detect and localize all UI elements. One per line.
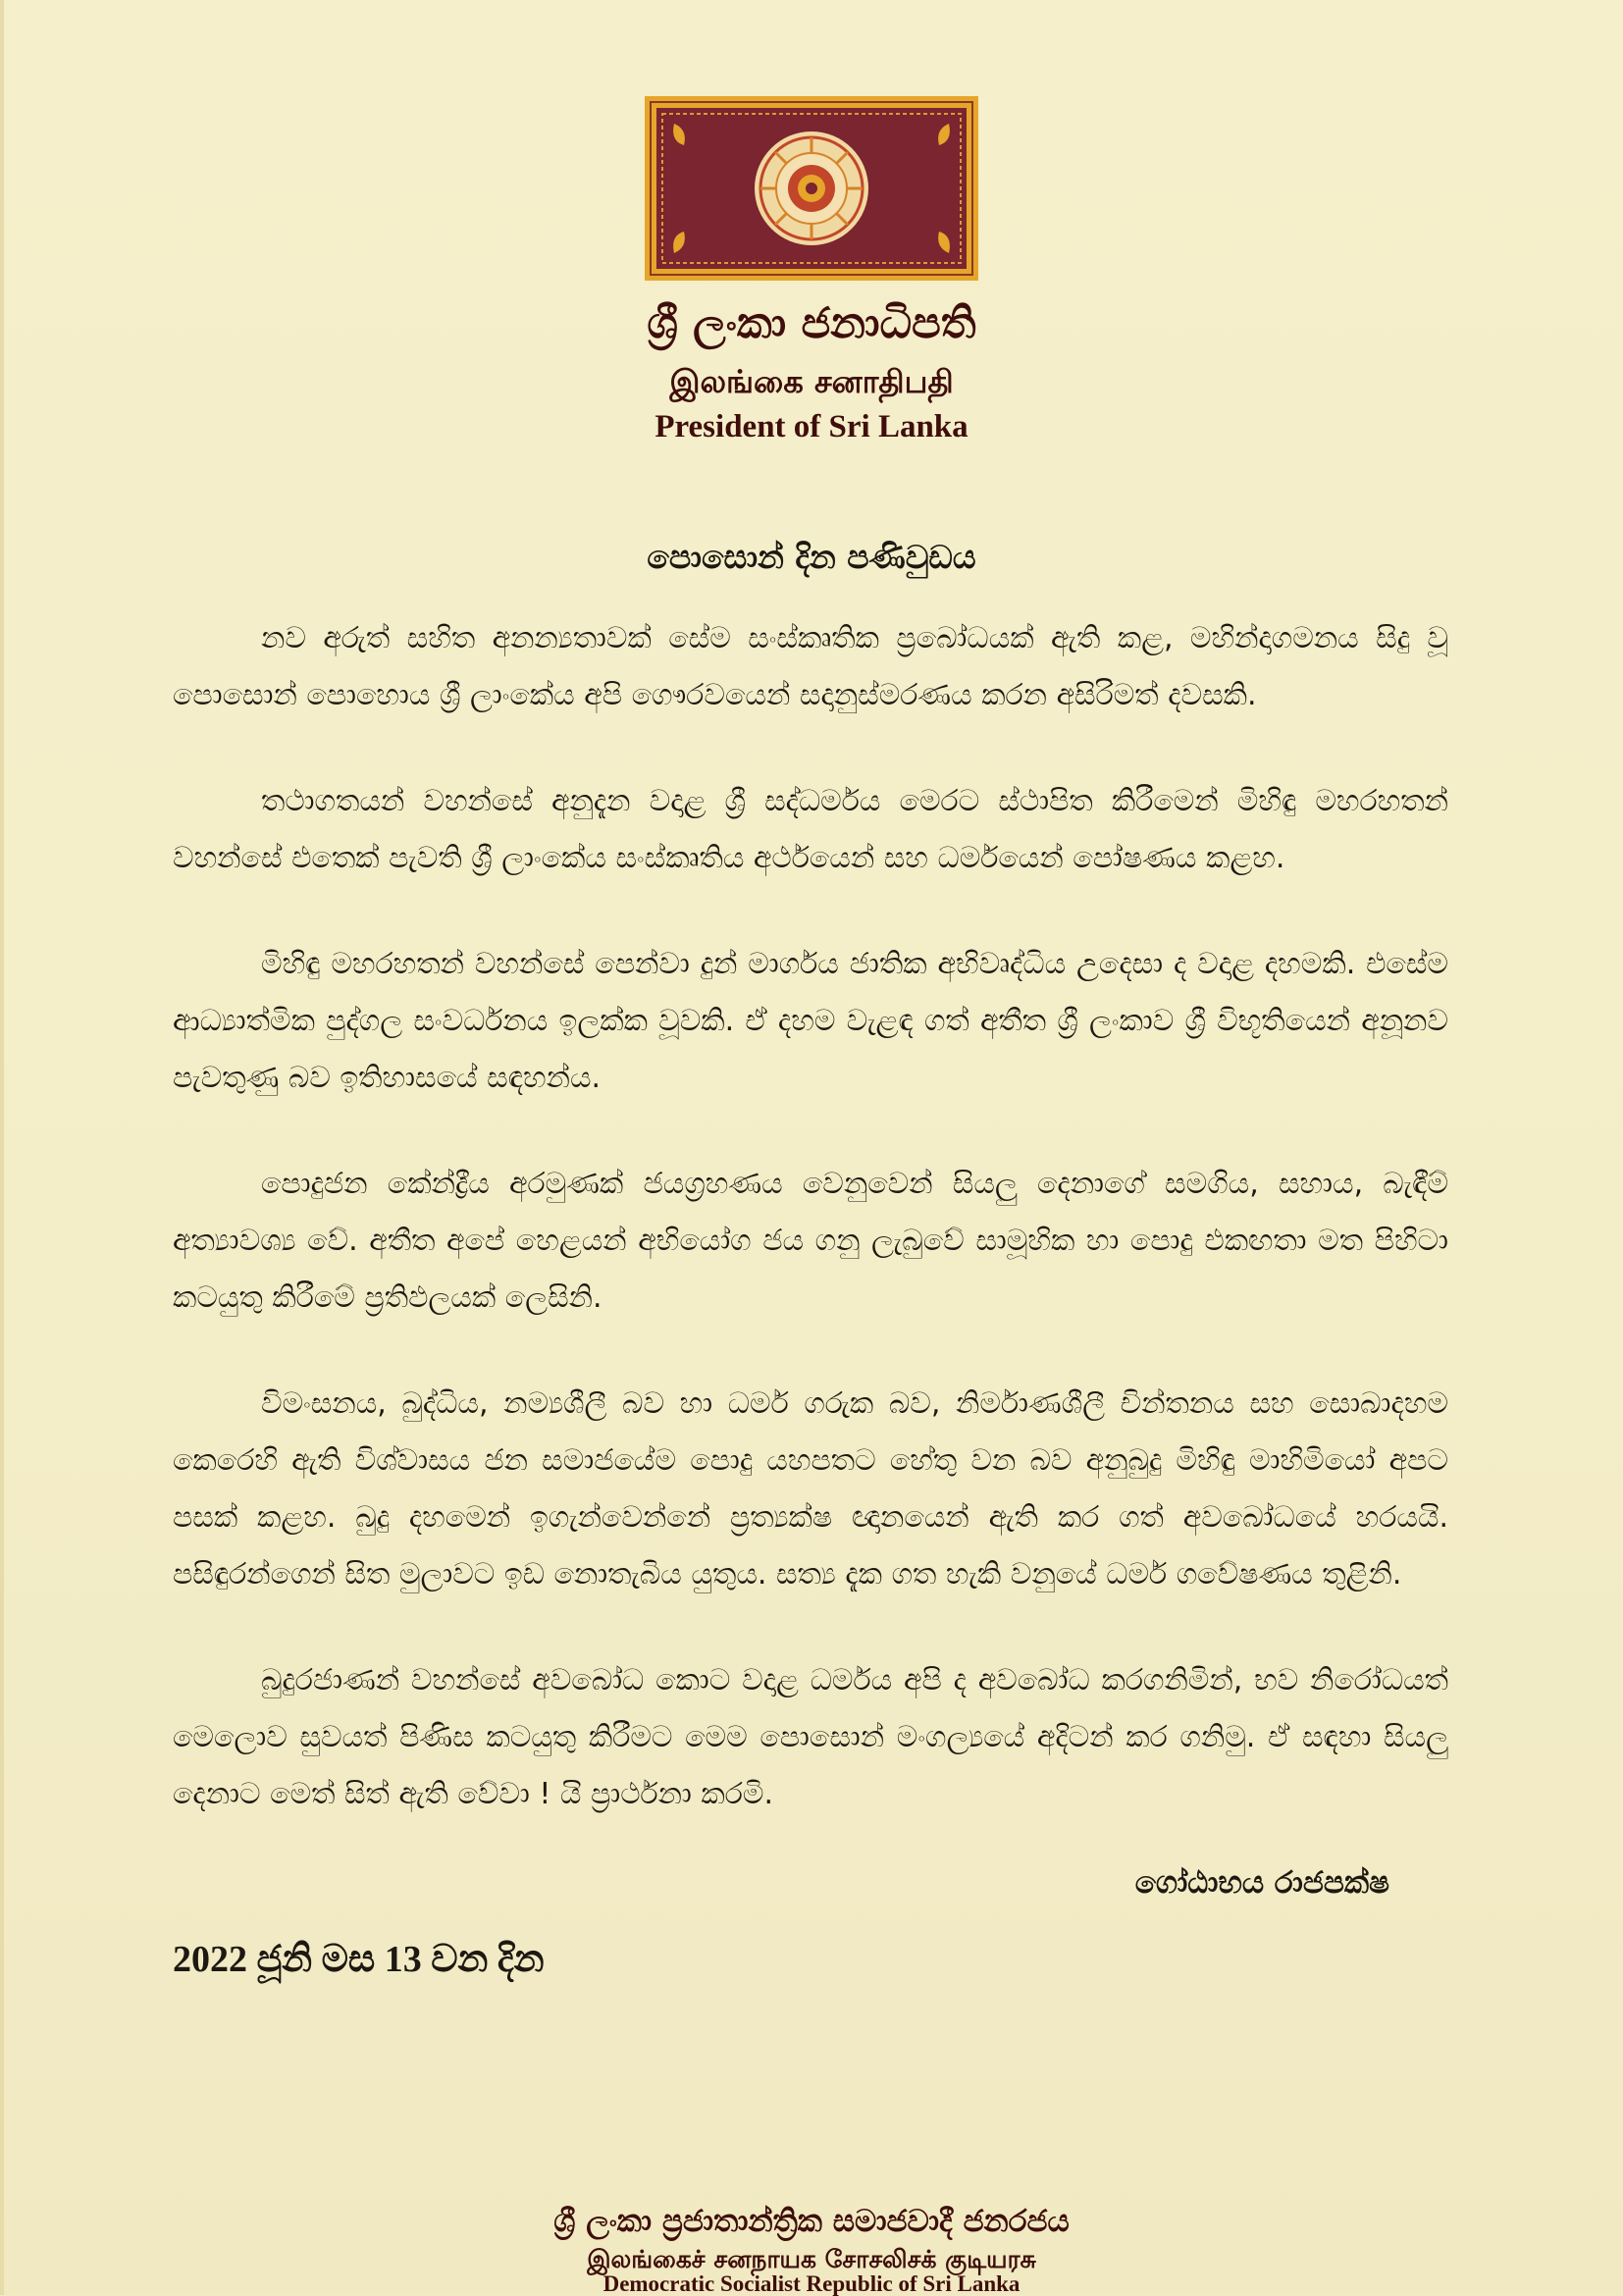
presidential-flag-emblem — [645, 96, 978, 281]
signatory-name: ගෝඨාභය රාජපක්ෂ — [1134, 1865, 1389, 1901]
message-body — [173, 610, 1448, 1872]
letterhead-title-sinhala: ශ්‍රී ලංකා ජනාධිපති — [647, 298, 976, 348]
flag-emblem-icon — [645, 96, 978, 281]
footer-english: Democratic Socialist Republic of Sri Lanka — [602, 2271, 1021, 2296]
message-date: 2022 ජූනි මස 13 වන දින — [173, 1939, 545, 1980]
letterhead-title-tamil: இலங்கை சனாதிபதி — [669, 363, 954, 400]
message-paragraph: පොදුජන කේන්ද්‍රීය අරමුණක් ජයග්‍රහණය වෙනුවෙන් සියලු දෙනාගේ සමගිය, සහාය, බැඳීම් අත්‍යාවශ්‍ය වේ. අතීත අපේ හෙළයන් අභියෝග ජය ගනු ලැබුවේ සාමූහික හා පොදු එකඟතා මත පිහිටා කටයුතු කිරීමේ ප්‍රතිඵලයක් ලෙසිනි. — [173, 1167, 1448, 1315]
message-paragraph: තථාගතයන් වහන්සේ අනුදැන වදාළ ශ්‍රී සද්ධර්මය මෙරට ස්ථාපිත කිරීමෙන් මිහිඳු මහරහතන් වහන්සේ එතෙක් පැවති ශ්‍රී ලාංකේය සංස්කෘතිය අර්ථයෙන් සහ ධර්මයෙන් පෝෂණය කළහ. — [173, 784, 1448, 875]
message-paragraph: මිහිඳු මහරහතන් වහන්සේ පෙන්වා දුන් මාර්ගය ජාතික අභිවෘද්ධිය උදෙසා ද වදාළ දහමකි. එසේම ආධ්‍යාත්මික පුද්ගල සංවර්ධනය ඉලක්ක වූවකි. ඒ දහම වැළඳ ගත් අතීත ශ්‍රී ලංකාව ශ්‍රී විභූතියෙන් අනූනව පැවතුණු බව ඉතිහාසයේ සඳහන්ය. — [173, 947, 1448, 1095]
message-paragraph: විමංසනය, බුද්ධිය, නම්‍යශීලී බව හා ධර්ම ගරුක බව, නිර්මාණශීලී චින්තනය සහ සොබාදහම කෙරෙහි ඇති විශ්වාසය ජන සමාජයේම පොදු යහපතට හේතු වන බව අනුබුදු මිහිඳු මාහිමියෝ අපට පසක් කළහ. බුදු දහමෙන් ඉගැන්වෙන්නේ ප්‍රත්‍යක්ෂ ඥානයෙන් ඇති කර ගත් අවබෝධයේ හරයයි. පසිඳුරන්ගෙන් සිත මුලාවට ඉඩ නොතැබිය යුතුය. සත්‍ය දැක ගත හැකි වනුයේ ධර්ම ගවේෂණය තුළිනි. — [173, 1386, 1448, 1592]
message-paragraph: බුදුරජාණන් වහන්සේ අවබෝධ කොට වදාළ ධර්මය අපි ද අවබෝධ කරගනිමින්, භව නිරෝධයත් මෙලොව සුවයත් පිණිස කටයුතු කිරීමට මෙම පොසොන් මංගල්‍යයේ අදිටන් කර ගනිමු. ඒ සඳහා සියලු දෙනාට මෙත් සිත් ඇති වේවා ! යි ප්‍රාර්ථනා කරමි. — [173, 1663, 1448, 1811]
footer-sinhala: ශ්‍රී ලංකා ප්‍රජාතාන්ත්‍රික සමාජවාදී ජනරජය — [553, 2204, 1070, 2239]
footer-tamil: இலங்கைச் சனநாயக சோசலிசக் குடியரசு — [587, 2245, 1036, 2273]
letterhead-title-english: President of Sri Lanka — [654, 409, 969, 444]
message-title: පොසොන් දින පණිවුඩය — [647, 538, 976, 576]
message-paragraph: නව අරුත් සහිත අනන්‍යතාවක් සේම සංස්කෘතික ප්‍රබෝධයක් ඇති කළ, මහින්දාගමනය සිදු වූ පොසොන් පොහොය ශ්‍රී ලාංකේය අපි ගෞරවයෙන් සදානුස්මරණය කරන අසිරිමත් දවසකි. — [173, 621, 1448, 712]
